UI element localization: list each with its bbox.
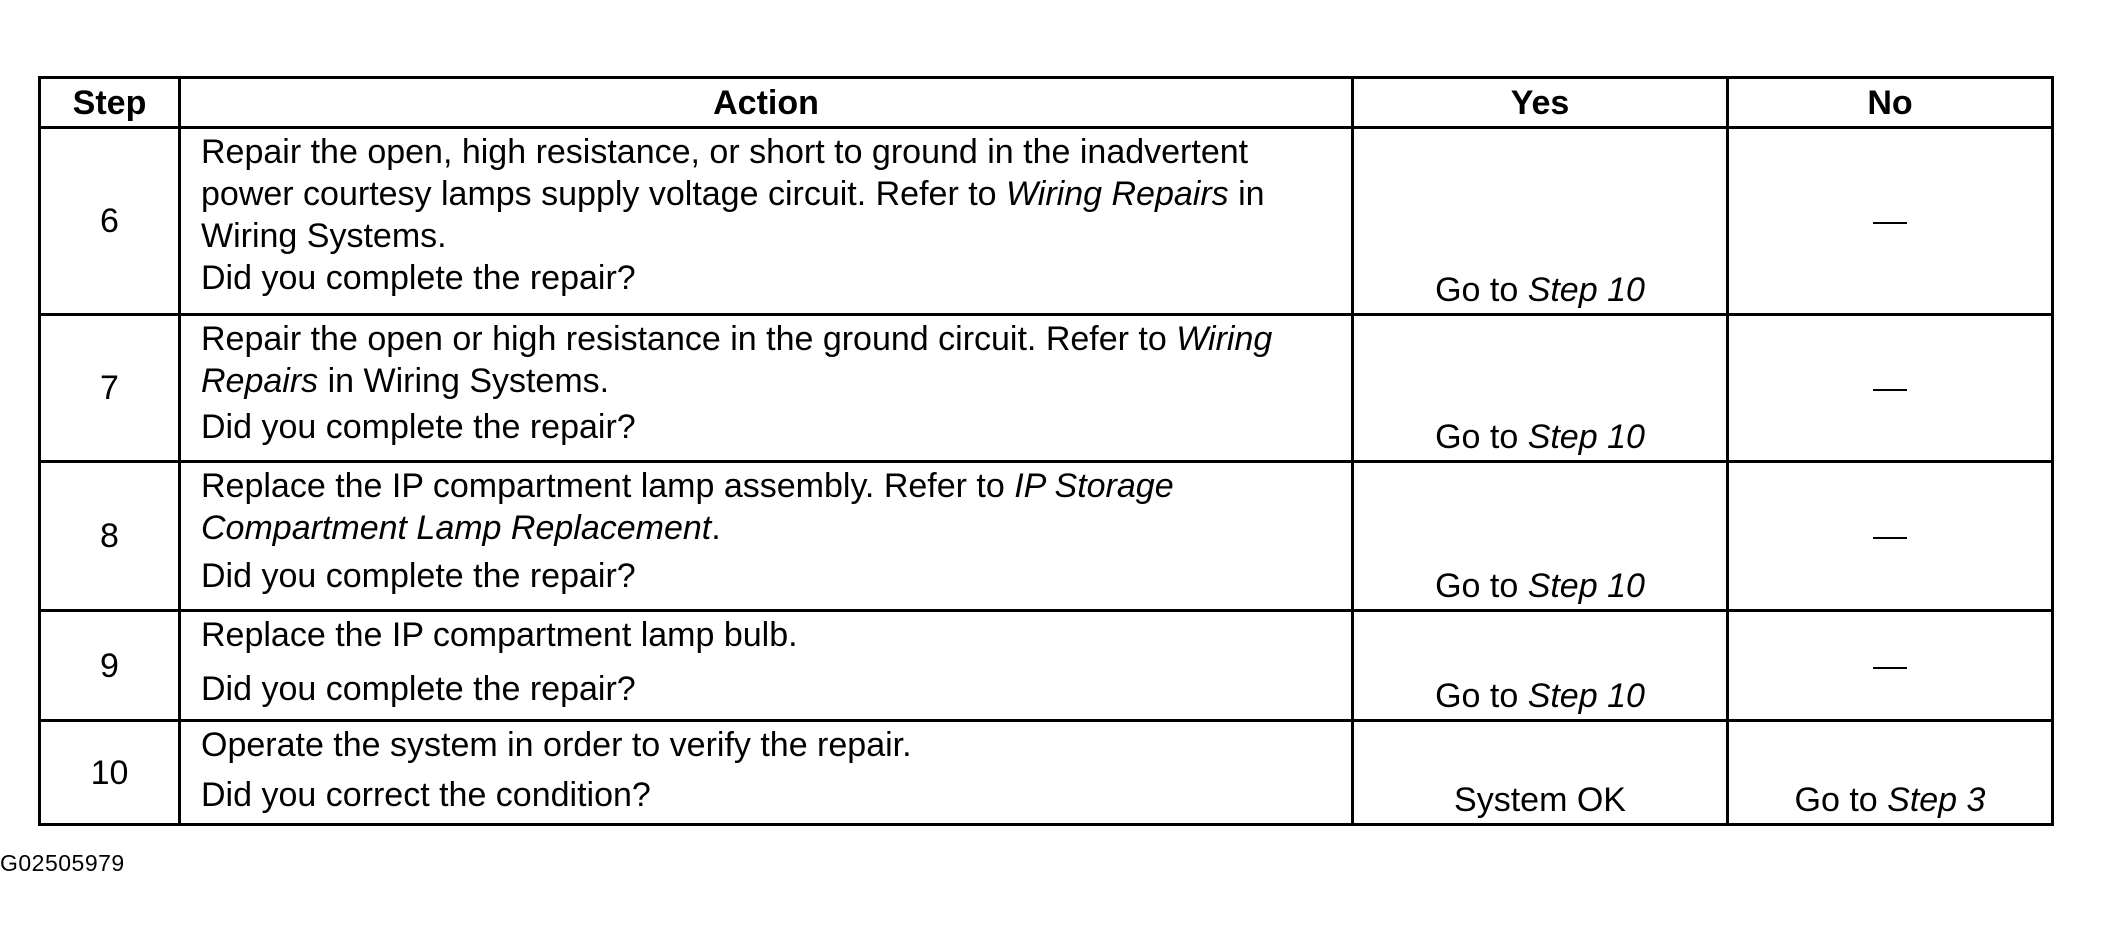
action-instruction <box>201 316 1341 402</box>
action-question: Did you complete the repair? <box>201 557 636 595</box>
yes-step-reference: Step 10 <box>1527 418 1645 456</box>
action-instruction <box>201 463 1341 549</box>
header-row <box>40 78 2053 128</box>
yes-cell <box>1353 128 1728 315</box>
yes-text: Go to <box>1435 271 1528 309</box>
table-row <box>40 315 2053 462</box>
instruction-reference: IP Storage Compartment Lamp Replacement <box>201 467 1174 547</box>
instruction-text: Operate the system in order to verify the repair. <box>201 726 912 764</box>
step-number: 6 <box>40 128 180 315</box>
action-instruction <box>201 129 1341 257</box>
instruction-reference: Wiring Repairs <box>1006 175 1229 213</box>
table-row <box>40 721 2053 825</box>
action-question: Did you complete the repair? <box>201 670 636 708</box>
no-dash <box>1873 389 1907 391</box>
table-row <box>40 462 2053 611</box>
yes-step-reference: Step 10 <box>1527 567 1645 605</box>
step-number: 7 <box>40 315 180 462</box>
no-dash <box>1873 222 1907 224</box>
action-question: Did you complete the repair? <box>201 259 636 297</box>
no-dash <box>1873 537 1907 539</box>
instruction-text: Repair the open, high resistance, or short to ground in the inadvertent power courtesy lamps supply voltage circuit. Refer to <box>201 133 1249 213</box>
instruction-text-after: in Wiring Systems. <box>201 175 1265 255</box>
yes-step-reference: Step 10 <box>1527 677 1645 715</box>
yes-text: Go to <box>1435 567 1528 605</box>
step-number: 10 <box>40 721 180 825</box>
step-number: 9 <box>40 611 180 721</box>
no-text: Go to <box>1794 781 1888 819</box>
header-action: Action <box>180 78 1353 128</box>
header-yes: Yes <box>1353 78 1728 128</box>
no-step-reference: Step 3 <box>1887 781 1986 819</box>
instruction-text-after: in Wiring Systems. <box>318 362 610 400</box>
action-cell <box>180 462 1353 611</box>
no-cell <box>1728 315 2053 462</box>
action-cell <box>180 128 1353 315</box>
table-row <box>40 611 2053 721</box>
yes-cell <box>1353 315 1728 462</box>
no-dash <box>1873 667 1907 669</box>
yes-cell <box>1353 721 1728 825</box>
action-instruction <box>201 612 1341 656</box>
instruction-text: Repair the open or high resistance in the ground circuit. Refer to <box>201 320 1177 358</box>
instruction-reference: Wiring Repairs <box>201 320 1273 400</box>
yes-cell <box>1353 462 1728 611</box>
action-instruction <box>201 722 1341 766</box>
no-cell <box>1728 128 2053 315</box>
instruction-text-after: . <box>711 509 721 547</box>
action-cell <box>180 611 1353 721</box>
action-cell <box>180 315 1353 462</box>
table-row <box>40 128 2053 315</box>
instruction-text: Replace the IP compartment lamp assembly. Refer to <box>201 467 1015 505</box>
yes-text: Go to <box>1435 418 1528 456</box>
header-no: No <box>1728 78 2053 128</box>
instruction-text: Replace the IP compartment lamp bulb. <box>201 616 798 654</box>
figure-id: G02505979 <box>0 850 125 876</box>
yes-text: System OK <box>1454 781 1626 819</box>
yes-cell <box>1353 611 1728 721</box>
no-cell <box>1728 462 2053 611</box>
action-cell <box>180 721 1353 825</box>
header-step: Step <box>40 78 180 128</box>
yes-step-reference: Step 10 <box>1527 271 1645 309</box>
action-question: Did you correct the condition? <box>201 776 651 814</box>
diagnostic-table <box>38 76 2054 826</box>
no-cell <box>1728 611 2053 721</box>
no-cell <box>1728 721 2053 825</box>
action-question: Did you complete the repair? <box>201 408 636 446</box>
step-number: 8 <box>40 462 180 611</box>
yes-text: Go to <box>1435 677 1528 715</box>
